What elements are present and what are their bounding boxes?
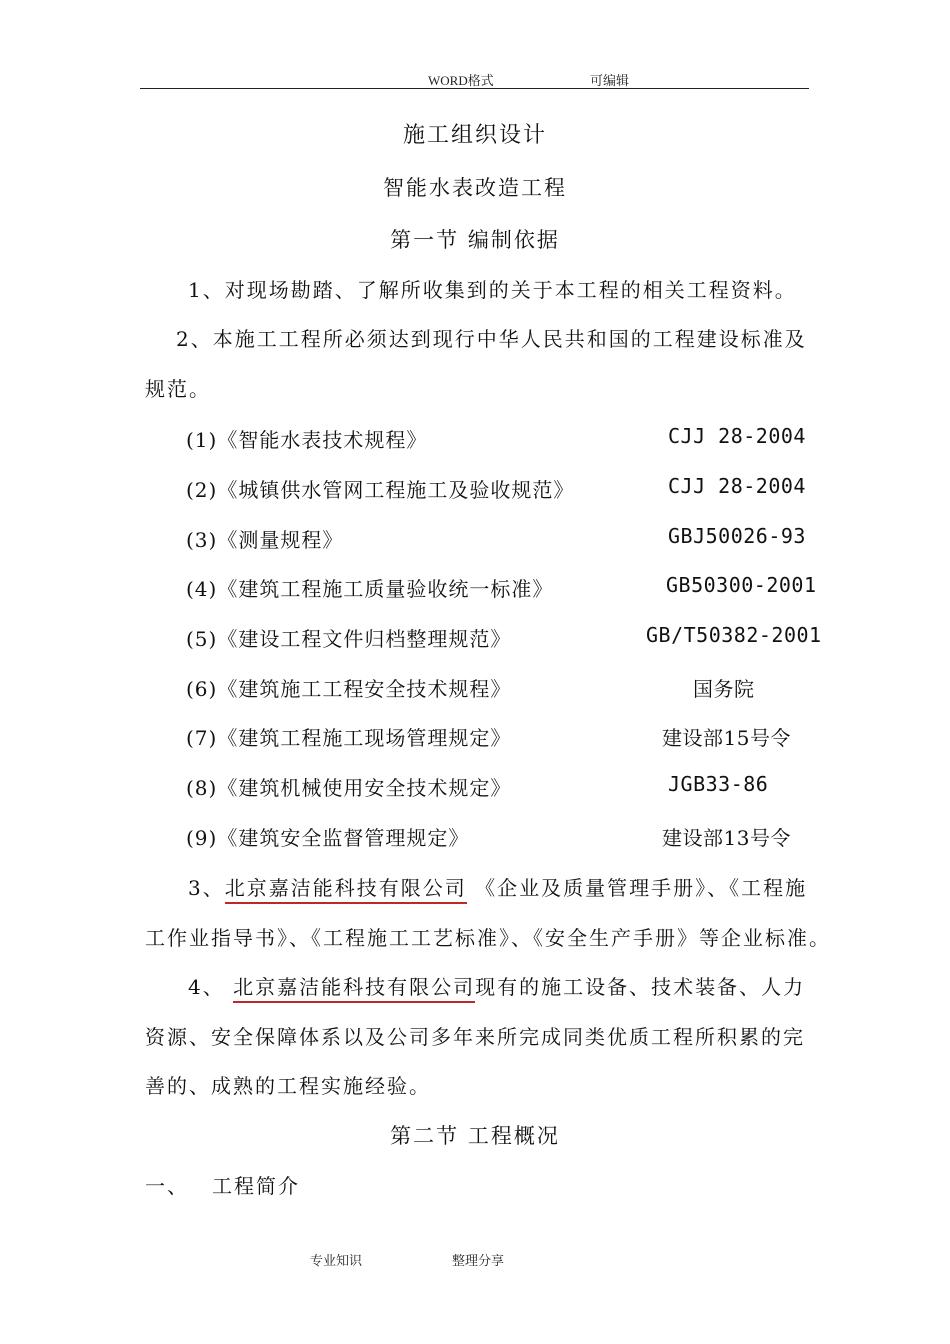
paragraph-4-line-1 (188, 971, 805, 1000)
section-heading-1: 第一节 编制依据 (390, 228, 560, 252)
paragraph-3-prefix: 3、 (188, 876, 225, 900)
standard-code: GBJ50026-93 (668, 524, 806, 548)
standard-code: GB50300-2001 (666, 573, 817, 597)
paragraph-2-line-1: 2、本施工工程所必须达到现行中华人民共和国的工程建设标准及 (176, 327, 807, 351)
standard-name: (7)《建筑工程施工现场管理规定》 (186, 726, 512, 750)
standard-code: CJJ 28-2004 (668, 424, 806, 448)
paragraph-3-line-2: 工作业指导书》、《工程施工工艺标准》、《安全生产手册》等企业标准。 (145, 926, 831, 950)
header-divider (140, 88, 809, 89)
standard-name: (1)《智能水表技术规程》 (186, 428, 428, 452)
project-title: 智能水表改造工程 (383, 176, 567, 200)
paragraph-2-line-2: 规范。 (145, 377, 211, 401)
paragraph-4-line-2: 资源、安全保障体系以及公司多年来所完成同类优质工程所积累的完 (145, 1025, 805, 1049)
section-heading-2: 第二节 工程概况 (390, 1124, 560, 1148)
subsection-number: 一、 (145, 1174, 189, 1198)
standard-code: GB/T50382-2001 (646, 623, 822, 647)
footer-right-label: 整理分享 (452, 1254, 505, 1269)
paragraph-3-rest: 《企业及质量管理手册》、《工程施 (466, 876, 808, 900)
standard-name: (9)《建筑安全监督管理规定》 (186, 826, 470, 850)
standard-code: 国务院 (693, 677, 755, 701)
standard-code: 建设部13号令 (662, 826, 791, 850)
company-name-underlined: 北京嘉洁能科技有限公司 (233, 975, 475, 1003)
company-name-underlined: 北京嘉洁能科技有限公司 (225, 876, 467, 904)
subsection-title: 工程简介 (212, 1174, 300, 1198)
paragraph-1: 1、对现场勘踏、了解所收集到的关于本工程的相关工程资料。 (188, 278, 797, 302)
standard-code: JGB33-86 (668, 772, 769, 796)
standard-name: (4)《建筑工程施工质量验收统一标准》 (186, 577, 554, 601)
standard-name: (5)《建设工程文件归档整理规范》 (186, 627, 512, 651)
paragraph-4-prefix: 4、 (188, 975, 234, 999)
standard-name: (8)《建筑机械使用安全技术规定》 (186, 776, 512, 800)
standard-code: CJJ 28-2004 (668, 474, 806, 498)
document-title: 施工组织设计 (402, 123, 547, 148)
standard-name: (3)《测量规程》 (186, 528, 344, 552)
footer-left-label: 专业知识 (310, 1254, 363, 1269)
standard-name: (2)《城镇供水管网工程施工及验收规范》 (186, 478, 575, 502)
standard-name: (6)《建筑施工工程安全技术规程》 (186, 677, 512, 701)
paragraph-3-line-1 (188, 872, 807, 901)
standard-code: 建设部15号令 (662, 726, 791, 750)
header-right-label: 可编辑 (590, 73, 630, 88)
paragraph-4-rest: 现有的施工设备、技术装备、人力 (475, 975, 806, 999)
paragraph-4-line-3: 善的、成熟的工程实施经验。 (145, 1074, 431, 1098)
header-left-label: WORD格式 (428, 73, 494, 88)
